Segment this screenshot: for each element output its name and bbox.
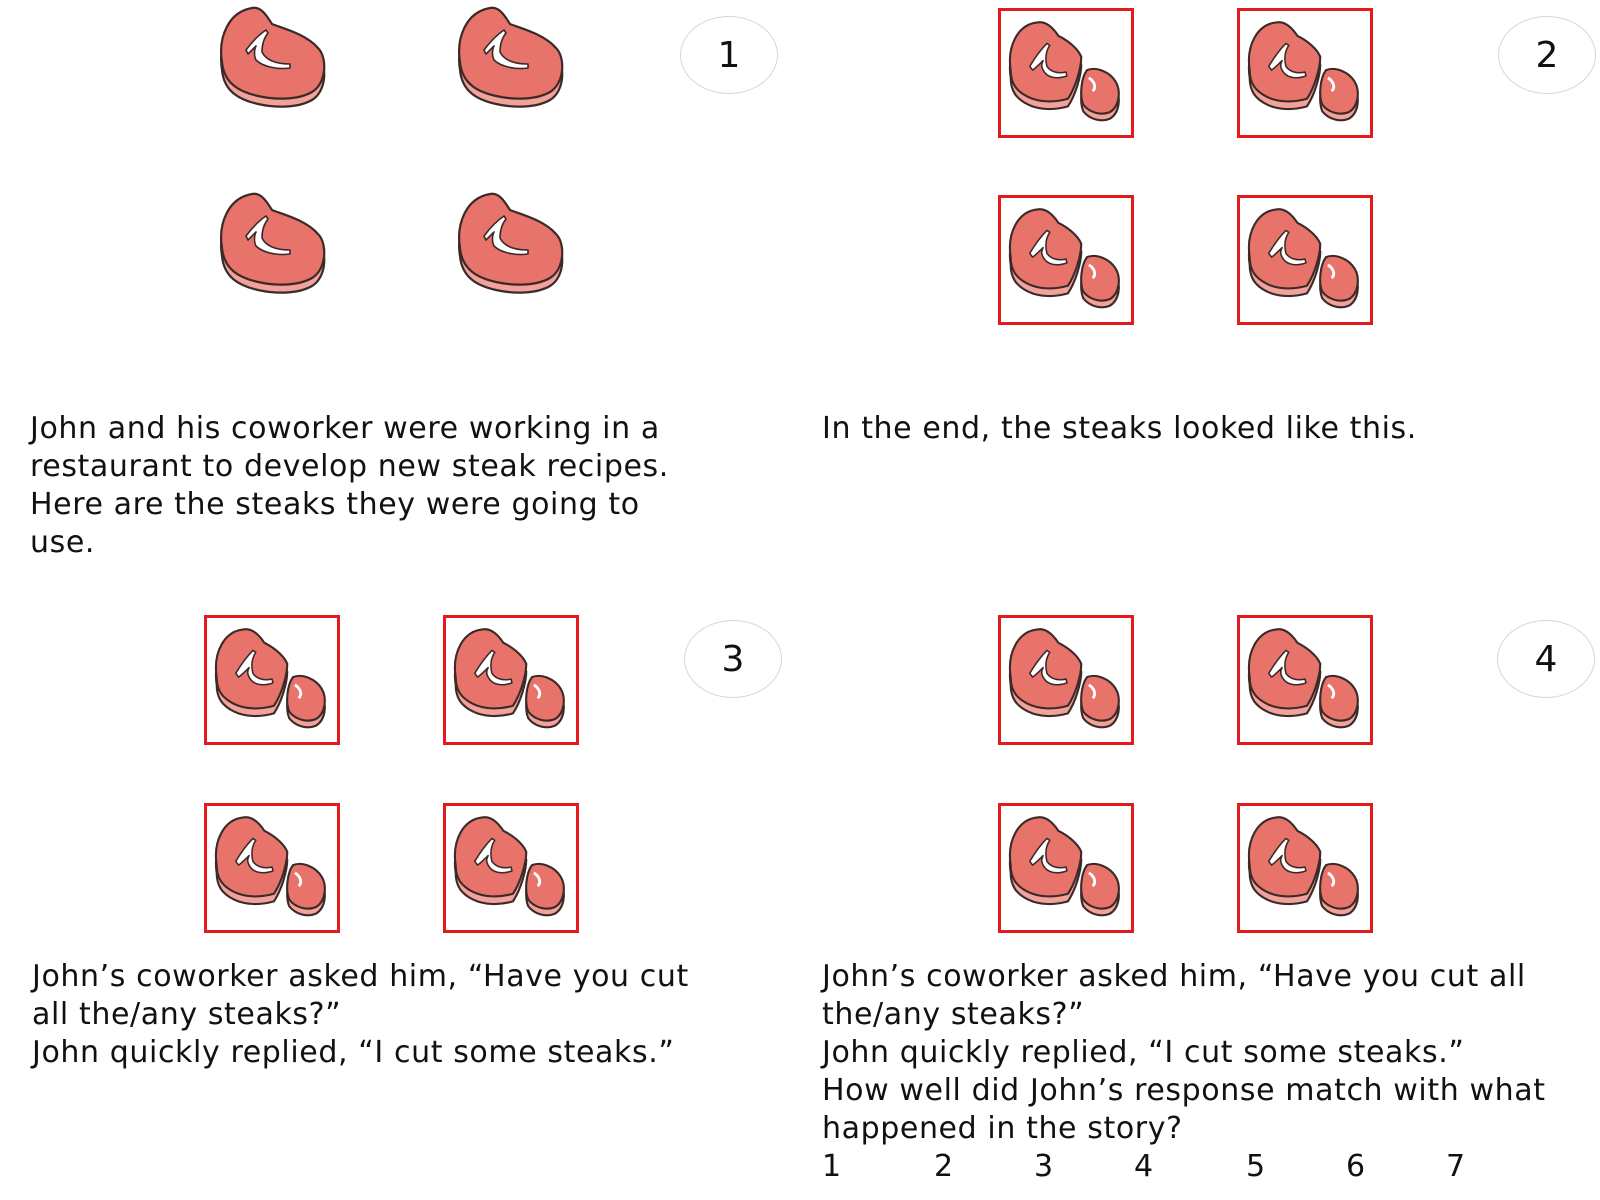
rating-option[interactable]: 7 (1446, 1149, 1466, 1184)
panel-number-badge: 2 (1498, 16, 1596, 94)
steak-whole-icon (206, 0, 342, 130)
steak-cut-icon (204, 615, 340, 745)
panel-number-badge: 3 (684, 620, 782, 698)
steak-cut-icon (1237, 195, 1373, 325)
steak-cut-icon (1237, 8, 1373, 138)
panel-caption (822, 410, 1417, 448)
steak-cut-icon (998, 8, 1134, 138)
rating-option[interactable]: 5 (1246, 1149, 1266, 1184)
rating-option[interactable]: 3 (1034, 1149, 1054, 1184)
steak-cut-icon (998, 615, 1134, 745)
steak-whole-icon (444, 186, 580, 316)
panel-caption (30, 410, 669, 562)
caption-line: John’s coworker asked him, “Have you cut all (822, 959, 1526, 994)
steak-cut-icon (998, 803, 1134, 933)
caption-line: John quickly replied, “I cut some steaks.” (32, 1035, 675, 1070)
caption-line: the/any steaks?” (822, 997, 1085, 1032)
panel-number-badge: 4 (1497, 620, 1595, 698)
steak-whole-icon (444, 0, 580, 130)
rating-option[interactable]: 6 (1346, 1149, 1366, 1184)
rating-option[interactable]: 1 (822, 1149, 842, 1184)
caption-line: How well did John’s response match with what (822, 1073, 1546, 1108)
steak-whole-icon (206, 186, 342, 316)
caption-line: John quickly replied, “I cut some steaks.” (822, 1035, 1465, 1070)
steak-cut-icon (1237, 615, 1373, 745)
caption-line: John’s coworker asked him, “Have you cut (32, 959, 689, 994)
steak-cut-icon (1237, 803, 1373, 933)
panel-number-badge: 1 (680, 16, 778, 94)
rating-option[interactable]: 2 (934, 1149, 954, 1184)
caption-line: In the end, the steaks looked like this. (822, 411, 1417, 446)
caption-line: all the/any steaks?” (32, 997, 342, 1032)
caption-line: John and his coworker were working in a (30, 411, 660, 446)
caption-line: restaurant to develop new steak recipes. (30, 449, 669, 484)
rating-option[interactable]: 4 (1134, 1149, 1154, 1184)
panel-caption (32, 958, 689, 1072)
steak-cut-icon (443, 615, 579, 745)
rating-scale (822, 1148, 1482, 1188)
panel-caption (822, 958, 1546, 1148)
caption-line: happened in the story? (822, 1111, 1183, 1146)
steak-cut-icon (204, 803, 340, 933)
steak-cut-icon (998, 195, 1134, 325)
caption-line: use. (30, 525, 96, 560)
steak-cut-icon (443, 803, 579, 933)
caption-line: Here are the steaks they were going to (30, 487, 640, 522)
